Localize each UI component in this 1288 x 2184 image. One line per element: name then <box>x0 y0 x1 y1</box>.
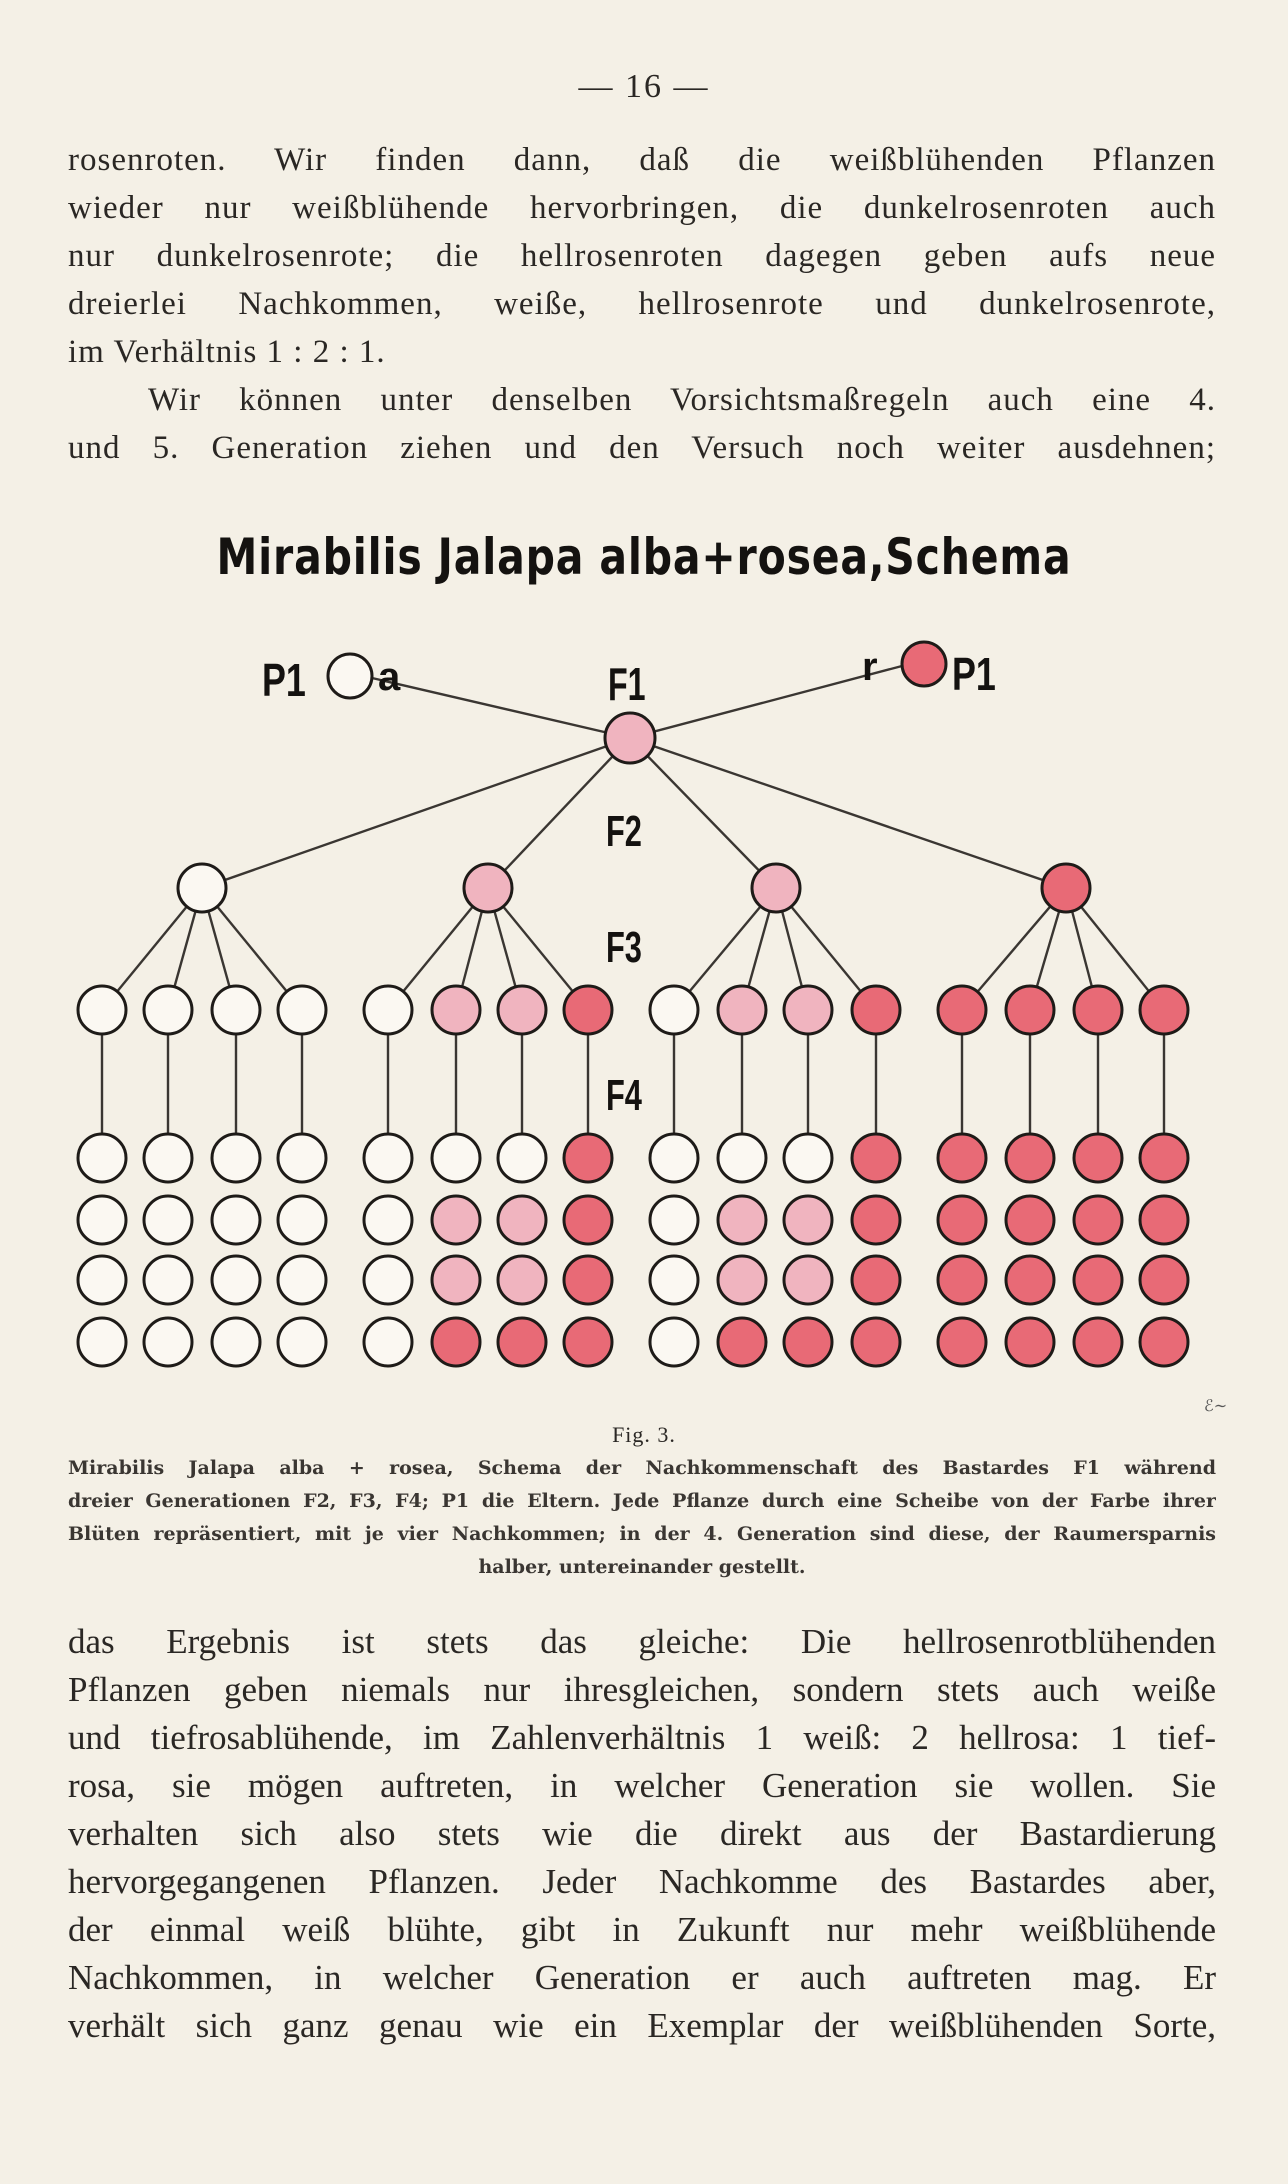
f4-plant <box>718 1196 766 1244</box>
f4-plant <box>364 1318 412 1366</box>
figure-caption <box>68 1452 1216 1584</box>
f4-plant <box>364 1134 412 1182</box>
f4-plant <box>432 1256 480 1304</box>
f4-plant <box>144 1318 192 1366</box>
f4-plant <box>212 1318 260 1366</box>
f4-plant <box>1140 1256 1188 1304</box>
label-f4: F4 <box>605 1071 642 1121</box>
text-line: Wir können unter denselben Vorsichtsmaßregeln auch eine 4. <box>148 382 1216 418</box>
f4-plant <box>784 1134 832 1182</box>
connector-line <box>372 678 630 738</box>
f4-plant <box>78 1196 126 1244</box>
text-line: hervorgegangenen Pflanzen. Jeder Nachkomme des Bastardes aber, <box>68 1862 1216 1901</box>
f4-plant <box>718 1134 766 1182</box>
f4-plant <box>78 1318 126 1366</box>
text-line: Nachkommen, in welcher Generation er auch auftreten mag. Er <box>68 1958 1216 1997</box>
page-number: — 16 — <box>578 68 710 105</box>
f4-plant <box>1074 1134 1122 1182</box>
f4-plant <box>498 1196 546 1244</box>
f4-plant <box>432 1318 480 1366</box>
text-line: das Ergebnis ist stets das gleiche: Die hellrosenrotblühenden <box>68 1622 1216 1661</box>
text-line: wieder nur weißblühende hervorbringen, die dunkelrosenroten auch <box>68 190 1216 226</box>
f3-plant <box>564 986 612 1034</box>
label-p1-right: P1 <box>952 648 996 701</box>
f3-plant <box>212 986 260 1034</box>
f4-plant <box>78 1134 126 1182</box>
f4-plant <box>432 1196 480 1244</box>
f4-plant <box>938 1256 986 1304</box>
f4-plant <box>938 1318 986 1366</box>
f4-plant <box>1074 1318 1122 1366</box>
f4-plant <box>852 1196 900 1244</box>
f4-plant <box>1074 1256 1122 1304</box>
text-line: und 5. Generation ziehen und den Versuch noch weiter ausdehnen; <box>68 430 1216 466</box>
f4-plant <box>718 1256 766 1304</box>
text-line: verhält sich ganz genau wie ein Exemplar der weißblühenden Sorte, <box>68 2006 1216 2045</box>
f2-plant <box>1042 864 1090 912</box>
f4-plant <box>564 1256 612 1304</box>
connector-line <box>630 738 1066 888</box>
f4-plant <box>498 1256 546 1304</box>
label-f1: F1 <box>608 659 646 711</box>
text-line: nur dunkelrosenrote; die hellrosenroten dagegen geben aufs neue <box>68 238 1216 274</box>
f4-plant <box>278 1256 326 1304</box>
text-line: der einmal weiß blühte, gibt in Zukunft nur mehr weißblühende <box>68 1910 1216 1949</box>
f4-plant <box>784 1256 832 1304</box>
f4-plant <box>852 1318 900 1366</box>
diagram-nodes <box>78 642 1188 1366</box>
caption-line: halber, untereinander gestellt. <box>478 1556 806 1578</box>
caption-line: dreier Generationen F2, F3, F4; P1 die Eltern. Jede Pflanze durch eine Scheibe von der Farbe ihrer <box>68 1490 1216 1512</box>
f4-plant <box>1074 1196 1122 1244</box>
f4-plant <box>1140 1318 1188 1366</box>
f2-plant <box>752 864 800 912</box>
f4-plant <box>144 1196 192 1244</box>
parent-white-plant <box>328 654 372 698</box>
text-line: verhalten sich also stets wie die direkt aus der Bastardierung <box>68 1814 1216 1853</box>
figure-title: Mirabilis Jalapa alba+rosea,Schema <box>216 528 1072 586</box>
f4-plant <box>650 1134 698 1182</box>
f4-plant <box>650 1196 698 1244</box>
f4-plant <box>364 1196 412 1244</box>
f3-plant <box>78 986 126 1034</box>
text-line: im Verhältnis 1 : 2 : 1. <box>68 334 386 370</box>
f3-plant <box>650 986 698 1034</box>
text-line: rosa, sie mögen auftreten, in welcher Generation sie wollen. Sie <box>68 1766 1216 1805</box>
f4-plant <box>212 1134 260 1182</box>
page-mark: ℰ∼ <box>1204 1398 1228 1415</box>
f4-plant <box>78 1256 126 1304</box>
f4-plant <box>278 1318 326 1366</box>
f3-plant <box>278 986 326 1034</box>
f3-plant <box>718 986 766 1034</box>
f3-plant <box>498 986 546 1034</box>
f3-plant <box>144 986 192 1034</box>
f4-plant <box>938 1134 986 1182</box>
label-f2: F2 <box>605 807 642 857</box>
f4-plant <box>938 1196 986 1244</box>
f3-plant <box>1006 986 1054 1034</box>
label-a: a <box>378 655 401 699</box>
connector-line <box>630 738 776 888</box>
f4-plant <box>278 1134 326 1182</box>
f4-plant <box>498 1318 546 1366</box>
f4-plant <box>852 1256 900 1304</box>
caption-line: Blüten repräsentiert, mit je vier Nachkommen; in der 4. Generation sind diese, der Raumersparnis <box>68 1523 1216 1545</box>
f4-plant <box>144 1134 192 1182</box>
f4-plant <box>650 1256 698 1304</box>
f3-plant <box>784 986 832 1034</box>
f4-plant <box>1006 1256 1054 1304</box>
f3-plant <box>432 986 480 1034</box>
f4-plant <box>564 1318 612 1366</box>
text-line: dreierlei Nachkommen, weiße, hellrosenrote und dunkelrosenrote, <box>68 286 1216 322</box>
f4-plant <box>144 1256 192 1304</box>
text-line: und tiefrosablühende, im Zahlenverhältnis 1 weiß: 2 hellrosa: 1 tief- <box>68 1718 1216 1757</box>
parent-red-plant <box>902 642 946 686</box>
f2-plant <box>464 864 512 912</box>
f4-plant <box>564 1196 612 1244</box>
label-r: r <box>862 645 878 689</box>
f3-plant <box>1140 986 1188 1034</box>
text-line: Pflanzen geben niemals nur ihresgleichen, sondern stets auch weiße <box>68 1670 1216 1709</box>
f4-plant <box>784 1196 832 1244</box>
f4-plant <box>852 1134 900 1182</box>
f4-plant <box>564 1134 612 1182</box>
caption-line: Mirabilis Jalapa alba + rosea, Schema der Nachkommenschaft des Bastardes F1 während <box>68 1457 1216 1479</box>
f4-plant <box>498 1134 546 1182</box>
f3-plant <box>1074 986 1122 1034</box>
f4-plant <box>1140 1134 1188 1182</box>
paragraph-bottom <box>68 1618 1216 2050</box>
f4-plant <box>1006 1196 1054 1244</box>
f4-plant <box>278 1196 326 1244</box>
text-line: rosenroten. Wir finden dann, daß die weißblühenden Pflanzen <box>68 142 1216 178</box>
f4-plant <box>1140 1196 1188 1244</box>
f3-plant <box>364 986 412 1034</box>
f1-hybrid-plant <box>605 713 655 763</box>
figure-label: Fig. 3. <box>612 1422 676 1447</box>
f2-plant <box>178 864 226 912</box>
f4-plant <box>212 1256 260 1304</box>
f4-plant <box>784 1318 832 1366</box>
connector-line <box>202 738 630 888</box>
f4-plant <box>1006 1134 1054 1182</box>
f4-plant <box>718 1318 766 1366</box>
f4-plant <box>432 1134 480 1182</box>
f3-plant <box>938 986 986 1034</box>
f3-plant <box>852 986 900 1034</box>
f4-plant <box>1006 1318 1054 1366</box>
f4-plant <box>364 1256 412 1304</box>
label-f3: F3 <box>605 923 642 973</box>
label-p1-left: P1 <box>262 654 306 707</box>
f4-plant <box>650 1318 698 1366</box>
f4-plant <box>212 1196 260 1244</box>
